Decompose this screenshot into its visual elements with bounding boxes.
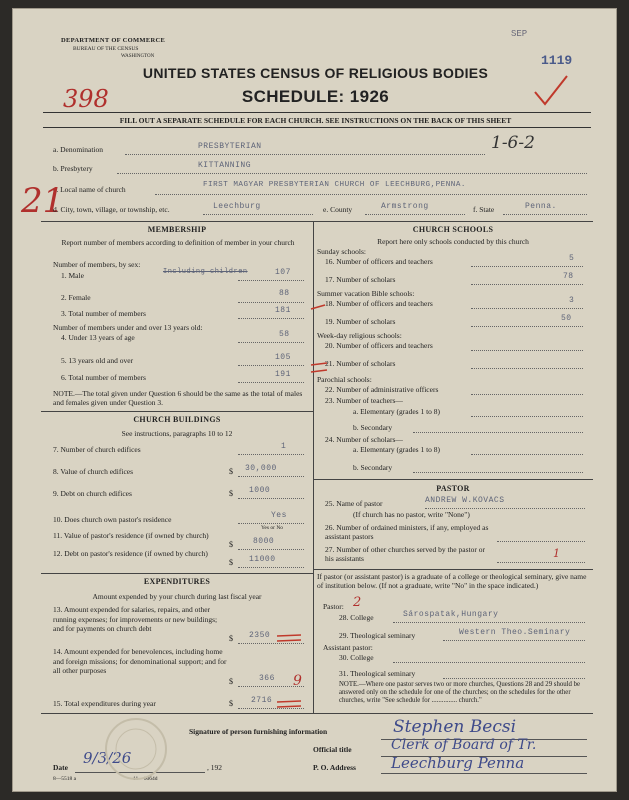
seminary-value: Western Theo.Seminary <box>459 628 571 637</box>
signature-value: Stephen Becsi <box>393 717 517 737</box>
over-13-label: 5. 13 years old and over <box>61 356 134 365</box>
state-value: Penna. <box>525 202 557 211</box>
presbytery-label: b. Presbytery <box>53 164 93 173</box>
total-expenditures-label: 15. Total expenditures during year <box>53 699 156 708</box>
college-value: Sárospatak,Hungary <box>403 610 499 619</box>
pastor-name-note: (If church has no pastor, write "None") <box>353 510 470 519</box>
assistant-college-label: 30. College <box>339 653 374 662</box>
scholars-elementary-label: a. Elementary (grades 1 to 8) <box>353 445 441 454</box>
sunday-officers-value: 5 <box>569 254 575 263</box>
residence-value: 8000 <box>253 537 275 546</box>
seminary-label: 29. Theological seminary <box>339 631 416 640</box>
schools-title: CHURCH SCHOOLS <box>412 225 494 234</box>
year-suffix: , 192 <box>207 763 222 772</box>
female-value: 88 <box>279 289 290 298</box>
sunday-scholars-value: 78 <box>563 272 574 281</box>
under-13-value: 58 <box>279 330 290 339</box>
total-members-age-label: 6. Total number of members <box>61 373 146 382</box>
form-code: 8—5518 a <box>53 776 77 782</box>
expenditures-title: EXPENDITURES <box>143 577 211 586</box>
instruction-line: FILL OUT A SEPARATE SCHEDULE FOR EACH CHURCH. SEE INSTRUCTIONS ON THE BACK OF THIS SHEET <box>119 116 512 125</box>
summer-schools-label: Summer vacation Bible schools: <box>317 289 415 298</box>
official-title-value: Clerk of Board of Tr. <box>391 737 537 753</box>
total-expenditures-value: 2716 <box>251 696 273 705</box>
membership-title: MEMBERSHIP <box>147 225 207 234</box>
pastor-subhead: Pastor: <box>323 602 344 611</box>
county-label: e. County <box>323 205 353 214</box>
residence-value-label: 11. Value of pastor's residence (if owned by church) <box>53 531 209 540</box>
handwritten-number: 398 <box>63 85 109 113</box>
sunday-scholars-label: 17. Number of scholars <box>325 275 396 284</box>
running-expenses-value: 2350 <box>249 631 271 640</box>
edifices-debt-value: 1000 <box>249 486 271 495</box>
city-label: WASHINGTON <box>121 54 155 59</box>
weekday-scholars-label: 21. Number of scholars <box>325 359 396 368</box>
church-name-label: c. Local name of church <box>53 185 126 194</box>
department-label: DEPARTMENT OF COMMERCE <box>61 37 166 44</box>
sunday-schools-label: Sunday schools: <box>317 247 366 256</box>
bureau-label: BUREAU OF THE CENSUS <box>73 46 139 52</box>
residence-debt-value: 11000 <box>249 555 276 564</box>
form-code-2: 11—6064d <box>133 776 158 782</box>
female-label: 2. Female <box>61 293 91 302</box>
over-13-value: 105 <box>275 353 291 362</box>
under-13-label: 4. Under 13 years of age <box>61 333 135 342</box>
parochial-scholars-label: 24. Number of scholars— <box>325 435 403 444</box>
scholars-secondary-label: b. Secondary <box>353 463 393 472</box>
parochial-teachers-label: 23. Number of teachers— <box>325 396 403 405</box>
city-value: Leechburg <box>213 202 261 211</box>
male-strike-note: Including children <box>163 268 248 276</box>
signature-label: Signature of person furnishing information <box>189 727 328 736</box>
pastor-name-label: 25. Name of pastor <box>325 499 383 508</box>
total-members-label: 3. Total number of members <box>61 309 146 318</box>
state-label: f. State <box>473 205 495 214</box>
embossed-seal-icon <box>101 714 171 784</box>
pastor-mark: 2 <box>353 595 362 610</box>
pastor-title: PASTOR <box>436 484 470 493</box>
other-churches-label: 27. Number of other churches served by the pastor or his assistants <box>325 545 485 563</box>
other-churches-value: 1 <box>553 547 560 560</box>
red-double-strike-icon-2 <box>275 697 305 711</box>
pastor-name-value: ANDREW W.KOVACS <box>425 496 505 505</box>
margin-mark: 21 <box>21 181 65 221</box>
membership-intro: Report number of members according to definition of member in your church <box>61 238 295 247</box>
total-members-age-value: 191 <box>275 370 291 379</box>
edifices-debt-label: 9. Debt on church edifices <box>53 489 132 498</box>
by-sex-label: Number of members, by sex: <box>53 260 141 269</box>
date-label: Date <box>53 763 68 772</box>
buildings-intro: See instructions, paragraphs 10 to 12 <box>121 429 233 438</box>
city-field-label: d. City, town, village, or township, etc. <box>53 205 170 214</box>
male-label: 1. Male <box>61 271 84 280</box>
benevolences-label: 14. Amount expended for benevolences, including home and foreign missions; for denominational support; and for all other purposes <box>53 647 227 675</box>
running-expenses-label: 13. Amount expended for salaries, repairs, and other running expenses; for improvements or new buildings; and for payments on church debt <box>53 605 218 633</box>
weekday-schools-label: Week-day religious schools: <box>317 331 402 340</box>
date-value: 9/3/26 <box>83 749 132 767</box>
church-name-value: FIRST MAGYAR PRESBYTERIAN CHURCH OF LEECHBURG,PENNA. <box>203 181 466 189</box>
denomination-label: a. Denomination <box>53 145 103 154</box>
assistant-ministers-label: 26. Number of ordained ministers, if any, employed as assistant pastors <box>325 523 489 541</box>
assistant-pastor-subhead: Assistant pastor: <box>323 643 373 652</box>
assistant-seminary-label: 31. Theological seminary <box>339 669 416 678</box>
date-stamp: SEP <box>511 29 528 39</box>
age-intro: Number of members under and over 13 years old: <box>53 323 203 332</box>
handwritten-code: 1-6-2 <box>491 133 535 153</box>
owns-residence-value: Yes <box>271 511 287 520</box>
red-double-strike-icon <box>275 631 305 645</box>
schools-intro: Report here only schools conducted by this church <box>377 237 529 246</box>
official-title-label: Official title <box>313 745 352 754</box>
edifices-count-label: 7. Number of church edifices <box>53 445 141 454</box>
college-intro: If pastor (or assistant pastor) is a graduate of a college or theological seminary, give name of institution below. (If not a graduate, write "No" in the space indicated.) <box>317 572 587 590</box>
benevolences-value: 366 <box>259 674 275 683</box>
edifices-count-value: 1 <box>281 442 287 451</box>
form-title: UNITED STATES CENSUS OF RELIGIOUS BODIES <box>142 65 489 81</box>
summer-officers-label: 18. Number of officers and teachers <box>325 299 433 308</box>
membership-note: NOTE.—The total given under Question 6 should be the same as the total of males and females given under Question 3. <box>53 389 303 407</box>
expenditures-intro: Amount expended by your church during last fiscal year <box>92 592 262 601</box>
pastor-note: NOTE.—Where one pastor serves two or more churches, Questions 28 and 29 should be answered only on the schedule for one of the churches; on the schedules for the other churches, write "See schedule for ............... church." <box>339 681 581 704</box>
summer-officers-value: 3 <box>569 296 575 305</box>
edifices-value-label: 8. Value of church edifices <box>53 467 134 476</box>
stamp-number: 1119 <box>541 53 573 68</box>
owns-residence-label: 10. Does church own pastor's residence <box>53 515 172 524</box>
summer-scholars-label: 19. Number of scholars <box>325 317 396 326</box>
address-label: P. O. Address <box>313 763 356 772</box>
residence-debt-label: 12. Debt on pastor's residence (if owned by church) <box>53 549 208 558</box>
parochial-schools-label: Parochial schools: <box>317 375 372 384</box>
denomination-value: PRESBYTERIAN <box>198 142 262 151</box>
male-value: 107 <box>275 268 291 277</box>
parochial-officers-label: 22. Number of administrative officers <box>325 385 439 394</box>
presbytery-value: KITTANNING <box>198 161 252 170</box>
sunday-officers-label: 16. Number of officers and teachers <box>325 257 433 266</box>
yes-no-caption: Yes or No <box>261 525 284 531</box>
edifices-value: 30,000 <box>245 464 277 473</box>
total-members-value: 181 <box>275 306 291 315</box>
weekday-officers-label: 20. Number of officers and teachers <box>325 341 433 350</box>
teachers-secondary-label: b. Secondary <box>353 423 393 432</box>
summer-scholars-value: 50 <box>561 314 572 323</box>
census-schedule-sheet: DEPARTMENT OF COMMERCE BUREAU OF THE CENSUS WASHINGTON SEP 1119 UNITED STATES CENSUS OF RELIGIOUS BODIES SCHEDULE: 1926 398 FILL OUT A SEPARATE SCHEDULE FOR EACH CHURCH. SEE INSTRUCTIONS ON THE BACK OF THIS SHEET a. Denomination PRESBYTERIAN 1-6-2 b. Presbytery KITTANNING c. Local name of church FIRST MAGYAR PRESBYTERIAN CHURCH OF LEECHBURG,PENNA. 21 d. City, town, village, or township, etc. Leechburg e. County Armstrong f. State Penna. MEMBERSHIP Report number of members according to definition of member in your church Number of members, by sex: 1. Male Including children 107 2. Female 88 3. Total number of members 181 Number of members under and over 13 years old: 4. Under 13 years of age 58 5. 13 years old and over 105 6. Total number of members 191 NOTE.—The total given under Question 6 should be the same as the total of males and females given under Question 3. CHURCH BUILDINGS See instructions, paragraphs 10 to 12 7. Number of church edifices 1 8. Value of church edifices $ 30,000 9. Debt on church edifices $ 1000 10. Does church own pastor's residence Yes Yes or No 11. Value of pastor's residence (if owned by church) $ 8000 12. Debt on pastor's residence (if owned by church) $ 11000 EXPENDITURES Amount expended by your church during last fiscal year 13. Amount expended for salaries, repairs, and other running expenses; for improvements or new buildings; and for payments on church debt $ 2350 14. Amount expended for benevolences, including home and foreign missions; for denominational support; and for all other purposes $ 366 9 15. Total expenditures during year $ 2716 CHURCH SCHOOLS Report here only schools conducted by this church Sunday schools: 16. Number of officers and teachers 5 17. Number of scholars 78 Summer vacation Bible schools: 18. Number of officers and teachers 3 19. Number of scholars 50 Week-day religious schools: 20. Number of officers and teachers 21. Number of scholars Parochial schools: 22. Number of administrative officers 23. Number of teachers— a. Elementary (grades 1 to 8) b. Secondary 24. Number of scholars— a. Elementary (grades 1 to 8) b. Secondary PASTOR 25. Name of pastor ANDREW W.KOVACS (If church has no pastor, write "None") 26. Number of ordained ministers, if any, employed as assistant pastors 27. Number of other churches served by the pastor or his assistants 1 If pastor (or assistant pastor) is a graduate of a college or theological seminary, give name of institution below. (If not a graduate, write "No" in the space indicated.) Pastor: 2 28. College Sárospatak,Hungary 29. Theological seminary Western Theo.Seminary Assistant pastor: 30. College 31. Theological seminary NOTE.—Where one pastor serves two or more churches, Questions 28 and 29 should be answered only on the schedule for one of the churches; on the schedules for the other churches, write "See schedule for ............... church." Signature of person furnishing information Stephen Becsi Official title Clerk of Board of Tr. Date 9/3/26 , 192 P. O. Address Leechburg Penna 8—5518 a 11—6064d <box>12 8 617 792</box>
teachers-elementary-label: a. Elementary (grades 1 to 8) <box>353 407 441 416</box>
county-value: Armstrong <box>381 202 429 211</box>
college-label: 28. College <box>339 613 374 622</box>
form-subtitle: SCHEDULE: 1926 <box>241 87 390 106</box>
address-value: Leechburg Penna <box>391 754 525 772</box>
buildings-title: CHURCH BUILDINGS <box>133 415 221 424</box>
